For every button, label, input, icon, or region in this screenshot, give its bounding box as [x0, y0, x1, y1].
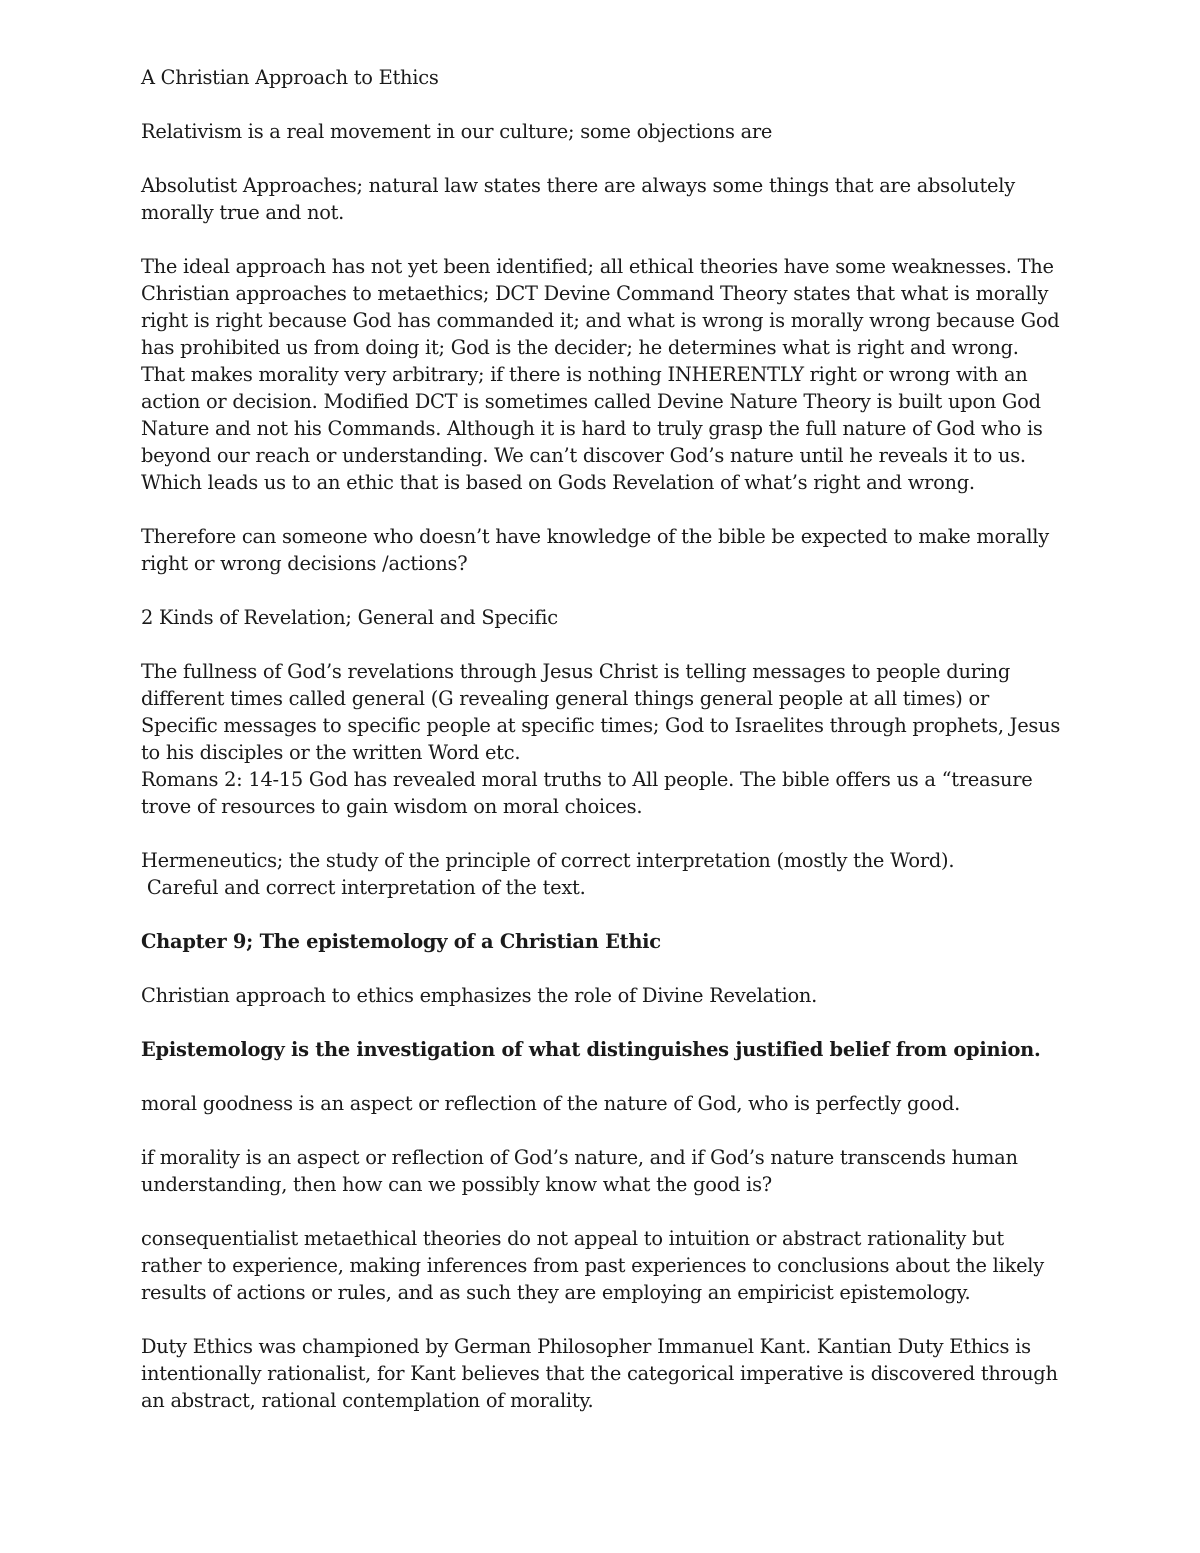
document-paragraph: moral goodness is an aspect or reflection of the nature of God, who is perfectly good. [141, 1092, 961, 1115]
document-paragraph: Hermeneutics; the study of the principle of correct interpretation (mostly the Word). [141, 849, 955, 872]
document-paragraph: Christian approach to ethics emphasizes the role of Divine Revelation. [141, 984, 818, 1007]
document-paragraph: Therefore can someone who doesn’t have knowledge of the bible be expected to make morally right or wrong decisions /actions? [141, 525, 1049, 575]
document-paragraph: Romans 2: 14-15 God has revealed moral truths to All people. The bible offers us a “treasure trove of resources to gain wisdom on moral choices. [141, 768, 1033, 818]
document-body [141, 118, 1066, 1414]
document-title: A Christian Approach to Ethics [141, 66, 439, 89]
document-paragraph: if morality is an aspect or reflection of God’s nature, and if God’s nature transcends human understanding, then how can we possibly know what the good is? [141, 1146, 1018, 1196]
document-paragraph: Duty Ethics was championed by German Philosopher Immanuel Kant. Kantian Duty Ethics is intentionally rationalist, for Kant believes that the categorical imperative is discovered through an abstract, rational contemplation of morality. [141, 1335, 1058, 1412]
document-paragraph: Careful and correct interpretation of the text. [141, 876, 586, 899]
document-paragraph: Absolutist Approaches; natural law states there are always some things that are absolutely morally true and not. [141, 174, 1015, 224]
document-paragraph: Epistemology is the investigation of what distinguishes justified belief from opinion. [141, 1038, 1041, 1061]
document-paragraph: The ideal approach has not yet been identified; all ethical theories have some weaknesses. The Christian approaches to metaethics; DCT Devine Command Theory states that what is morally right is right because God has commanded it; and what is wrong is morally wrong because God has prohibited us from doing it; God is the decider; he determines what is right and wrong. That makes morality very arbitrary; if there is nothing INHERENTLY right or wrong with an action or decision. Modified DCT is sometimes called Devine Nature Theory is built upon God Nature and not his Commands. Although it is hard to truly grasp the full nature of God who is beyond our reach or understanding. We can’t discover God’s nature until he reveals it to us. Which leads us to an ethic that is based on Gods Revelation of what’s right and wrong. [141, 255, 1060, 494]
document-paragraph: Relativism is a real movement in our culture; some objections are [141, 120, 773, 143]
document-paragraph: Chapter 9; The epistemology of a Christian Ethic [141, 930, 661, 953]
document-page [141, 64, 1066, 1441]
document-paragraph: consequentialist metaethical theories do not appeal to intuition or abstract rationality but rather to experience, making inferences from past experiences to conclusions about the likely results of actions or rules, and as such they are employing an empiricist epistemology. [141, 1227, 1044, 1304]
document-paragraph: The fullness of God’s revelations through Jesus Christ is telling messages to people during different times called general (G revealing general things general people at all times) or Specific messages to specific people at specific times; God to Israelites through prophets, Jesus to his disciples or the written Word etc. [141, 660, 1061, 764]
document-paragraph: 2 Kinds of Revelation; General and Specific [141, 606, 558, 629]
